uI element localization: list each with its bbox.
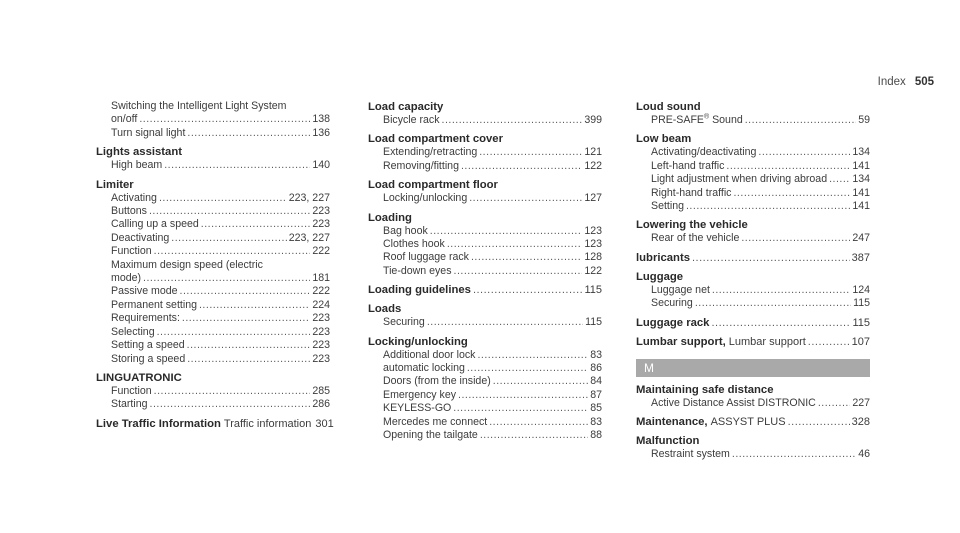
index-heading: Limiter xyxy=(96,178,134,191)
index-entry-lights-assistant xyxy=(96,145,330,172)
index-heading: Load capacity xyxy=(368,101,444,113)
page-ref: 223 xyxy=(312,325,330,338)
leader-dots xyxy=(454,265,583,278)
entry-text: Active Distance Assist DISTRONIC xyxy=(651,396,816,409)
index-subentry[interactable] xyxy=(96,312,330,325)
entry-text: Locking/unlocking xyxy=(383,192,468,205)
entry-text: Activating/deactivating xyxy=(651,146,757,159)
index-subentry[interactable] xyxy=(636,448,870,461)
leader-dots xyxy=(139,113,310,126)
page-ref: 115 xyxy=(585,316,602,329)
page-ref: 122 xyxy=(584,264,602,277)
page-ref: 222 xyxy=(312,285,330,298)
page-ref: 84 xyxy=(590,375,602,388)
index-subentry[interactable] xyxy=(636,187,870,200)
page-ref: 122 xyxy=(584,159,602,172)
entry-text: KEYLESS-GO xyxy=(383,402,452,415)
entry-text: Maximum design speed (electric xyxy=(111,258,263,271)
index-entry-loud-sound xyxy=(636,100,870,127)
index-heading: Locking/unlocking xyxy=(368,335,468,348)
index-subentry[interactable] xyxy=(368,375,602,388)
leader-dots xyxy=(745,114,856,127)
page-ref: 86 xyxy=(590,362,602,375)
index-subentry[interactable] xyxy=(368,389,602,402)
page-ref: 223 xyxy=(312,312,330,325)
index-heading: Loading guidelines xyxy=(368,284,471,297)
index-entry-luggage-rack[interactable] xyxy=(636,316,870,330)
page-ref: 83 xyxy=(590,348,602,361)
entry-text: Permanent setting xyxy=(111,298,197,311)
leader-dots xyxy=(686,200,850,213)
index-entry-load-capacity xyxy=(368,100,602,127)
index-heading: Luggage rack xyxy=(636,316,710,329)
index-entry-low-beam xyxy=(636,132,870,213)
entry-text: Function xyxy=(111,245,152,258)
index-subentry[interactable] xyxy=(96,159,330,172)
entry-text: Extending/retracting xyxy=(383,146,478,159)
entry-text: Roof luggage rack xyxy=(383,251,469,264)
page-ref: 87 xyxy=(590,388,602,401)
index-entry-malfunction xyxy=(636,434,870,461)
page-ref: 181 xyxy=(312,272,330,285)
leader-dots xyxy=(732,448,856,461)
leader-dots xyxy=(164,159,310,172)
entry-text: Starting xyxy=(111,398,148,411)
page-ref: 223 xyxy=(312,205,330,218)
leader-dots xyxy=(808,335,850,349)
page-ref: 107 xyxy=(851,335,870,348)
page-ref: 115 xyxy=(852,316,870,329)
leader-dots xyxy=(469,192,582,205)
index-subentry[interactable] xyxy=(636,146,870,159)
page-ref: 141 xyxy=(852,186,870,199)
leader-dots xyxy=(726,160,850,173)
index-entry-maintenance[interactable] xyxy=(636,415,870,429)
entry-text: Function xyxy=(111,384,152,397)
entry-text: Setting a speed xyxy=(111,339,185,352)
entry-text: Switching the Intelligent Light System xyxy=(111,100,287,112)
index-subentry[interactable] xyxy=(368,238,602,251)
page-ref: 286 xyxy=(312,398,330,411)
index-heading: Loading xyxy=(368,211,412,224)
page-ref: 222 xyxy=(312,245,330,258)
index-column-1 xyxy=(96,100,334,436)
index-subentry[interactable] xyxy=(368,402,602,415)
page-ref: 247 xyxy=(852,232,870,245)
index-heading: Load compartment floor xyxy=(368,179,498,192)
page-ref: 121 xyxy=(584,146,602,159)
index-subentry[interactable] xyxy=(96,398,330,411)
index-entry-maintaining xyxy=(636,383,870,410)
index-subentry[interactable] xyxy=(96,232,330,245)
leader-dots xyxy=(479,146,582,159)
leader-dots xyxy=(818,397,850,410)
entry-text: Calling up a speed xyxy=(111,218,199,231)
page-ref: 223 xyxy=(312,339,330,352)
index-subentry[interactable] xyxy=(96,192,330,205)
leader-dots xyxy=(154,245,311,258)
leader-dots xyxy=(493,375,588,388)
index-entry-switching xyxy=(96,100,330,140)
index-entry-lubricants[interactable] xyxy=(636,251,870,265)
leader-dots xyxy=(180,285,311,298)
index-heading: lubricants xyxy=(636,251,690,264)
leader-dots xyxy=(477,349,588,362)
entry-text: Passive mode xyxy=(111,285,178,298)
entry-text: Securing xyxy=(651,297,693,310)
leader-dots xyxy=(467,362,588,375)
index-heading: Lowering the vehicle xyxy=(636,219,748,232)
index-entry-lowering xyxy=(636,218,870,245)
leader-dots xyxy=(182,312,310,325)
entry-text: High beam xyxy=(111,159,163,172)
entry-text: Sound xyxy=(709,114,743,126)
page-header xyxy=(878,76,934,88)
leader-dots xyxy=(143,272,310,285)
leader-dots xyxy=(695,297,851,310)
entry-text: Mercedes me connect xyxy=(383,415,488,428)
index-subentry[interactable] xyxy=(636,200,870,213)
page-ref: 227 xyxy=(852,396,870,409)
entry-text: Storing a speed xyxy=(111,352,186,365)
leader-dots xyxy=(788,415,850,429)
index-heading: Loads xyxy=(368,303,402,316)
entry-text: Right-hand traffic xyxy=(651,186,732,199)
page-ref: 59 xyxy=(858,114,870,126)
page-ref: 115 xyxy=(584,284,602,297)
page-ref: 223 xyxy=(312,218,330,231)
entry-text: Traffic information xyxy=(223,417,312,430)
page-ref: 83 xyxy=(590,415,602,428)
entry-text: Clothes hook xyxy=(383,238,445,251)
leader-dots xyxy=(159,192,287,205)
index-entry-lumbar[interactable] xyxy=(636,335,870,349)
leader-dots xyxy=(461,160,582,173)
leader-dots xyxy=(201,218,311,231)
leader-dots xyxy=(187,127,310,140)
index-subentry[interactable] xyxy=(96,385,330,398)
leader-dots xyxy=(458,389,588,402)
page-ref: 136 xyxy=(312,126,330,139)
leader-dots xyxy=(712,284,850,297)
registered-mark: ® xyxy=(703,113,710,121)
page-ref: 134 xyxy=(852,146,870,159)
index-subentry[interactable] xyxy=(368,362,602,375)
entry-text: Emergency key xyxy=(383,388,457,401)
index-entry-loads xyxy=(368,302,602,329)
page-ref: 224 xyxy=(312,298,330,311)
entry-text: Luggage net xyxy=(651,283,710,296)
index-subentry[interactable] xyxy=(636,297,870,310)
page-ref: 88 xyxy=(590,429,602,442)
index-heading: Lights assistant xyxy=(96,146,183,159)
index-heading: Malfunction xyxy=(636,435,700,448)
index-entry-luggage xyxy=(636,270,870,311)
leader-dots xyxy=(430,225,583,238)
entry-text: Tie-down eyes xyxy=(383,264,452,277)
page-ref: 387 xyxy=(851,251,870,264)
index-subentry[interactable] xyxy=(368,192,602,205)
entry-text: Rear of the vehicle xyxy=(651,232,740,245)
index-heading: Maintaining safe distance xyxy=(636,383,774,396)
index-subentry[interactable] xyxy=(96,339,330,352)
index-subentry[interactable] xyxy=(96,127,330,140)
leader-dots xyxy=(758,146,850,159)
leader-dots xyxy=(473,283,583,297)
leader-dots xyxy=(442,114,583,127)
index-heading: Low beam xyxy=(636,133,692,146)
entry-text: Opening the tailgate xyxy=(383,429,478,442)
page-ref: 46 xyxy=(858,448,870,461)
index-subentry[interactable] xyxy=(636,114,870,127)
index-subentry[interactable] xyxy=(368,349,602,362)
leader-dots xyxy=(187,339,311,352)
page-ref: 134 xyxy=(852,173,870,186)
index-heading: LINGUATRONIC xyxy=(96,371,182,384)
entry-text: Selecting xyxy=(111,325,155,338)
page-ref: 140 xyxy=(312,159,330,172)
index-subentry[interactable] xyxy=(96,218,330,231)
index-heading: Lumbar support, xyxy=(636,335,726,348)
index-subentry[interactable] xyxy=(96,113,330,126)
page-ref: 123 xyxy=(584,238,602,251)
entry-text: Bicycle rack xyxy=(383,114,440,126)
index-heading: Load compartment cover xyxy=(368,133,503,146)
index-subentry[interactable] xyxy=(96,272,330,285)
page-ref: 223 xyxy=(312,352,330,365)
page-ref: 223, 227 xyxy=(288,191,330,204)
leader-dots xyxy=(711,316,850,330)
entry-text: Removing/fitting xyxy=(383,159,459,172)
index-subentry[interactable] xyxy=(636,173,870,186)
page-ref: 123 xyxy=(584,224,602,237)
page-ref: 127 xyxy=(584,192,602,205)
index-heading: Loud sound xyxy=(636,101,701,113)
page-ref: 138 xyxy=(312,113,330,126)
leader-dots xyxy=(692,251,850,265)
index-entry-live-traffic[interactable] xyxy=(96,417,334,431)
leader-dots xyxy=(157,326,311,339)
index-heading: Luggage xyxy=(636,270,684,283)
entry-text: Left-hand traffic xyxy=(651,159,725,172)
page-number: 505 xyxy=(914,76,934,88)
page-ref: 128 xyxy=(584,251,602,264)
letter-section-header: M xyxy=(636,359,870,377)
entry-text: Deactivating xyxy=(111,231,170,244)
entry-text: Turn signal light xyxy=(111,126,186,139)
entry-text: Buttons xyxy=(111,205,147,218)
entry-text: Light adjustment when driving abroad xyxy=(651,173,828,186)
leader-dots xyxy=(154,385,311,398)
page-ref: 124 xyxy=(852,283,870,296)
leader-dots xyxy=(171,232,286,245)
page-ref: 328 xyxy=(851,416,870,429)
index-subentry[interactable] xyxy=(96,353,330,366)
index-subentry[interactable] xyxy=(368,114,602,127)
entry-text: Securing xyxy=(383,316,425,329)
index-entry-limiter xyxy=(96,178,330,366)
entry-text: Activating xyxy=(111,191,157,204)
index-subentry[interactable] xyxy=(636,232,870,245)
index-subentry[interactable] xyxy=(636,397,870,410)
index-entry-loading xyxy=(368,211,602,279)
index-subentry[interactable] xyxy=(368,316,602,329)
entry-text: Lumbar support xyxy=(728,335,806,348)
page-ref: 141 xyxy=(852,159,870,172)
index-subentry[interactable] xyxy=(368,160,602,173)
index-heading: Maintenance, xyxy=(636,416,708,429)
page-ref: 399 xyxy=(584,114,602,126)
index-heading: Live Traffic Information xyxy=(96,417,221,430)
leader-dots xyxy=(150,398,311,411)
entry-text: ASSYST PLUS xyxy=(710,416,786,429)
entry-text: Requirements: xyxy=(111,312,180,325)
index-subentry[interactable] xyxy=(96,285,330,298)
entry-text: automatic locking xyxy=(383,362,465,375)
index-subentry[interactable] xyxy=(96,299,330,312)
index-entry-loading-guidelines[interactable] xyxy=(368,283,602,297)
entry-text: mode) xyxy=(111,272,142,285)
leader-dots xyxy=(187,353,310,366)
leader-dots xyxy=(480,429,588,442)
leader-dots xyxy=(199,299,310,312)
index-subentry[interactable] xyxy=(368,265,602,278)
leader-dots xyxy=(471,251,582,264)
entry-text: Additional door lock xyxy=(383,348,476,361)
leader-dots xyxy=(733,187,850,200)
leader-dots xyxy=(453,402,588,415)
entry-text: PRE-SAFE xyxy=(651,114,704,126)
leader-dots xyxy=(489,416,588,429)
index-subentry[interactable] xyxy=(368,225,602,238)
leader-dots xyxy=(741,232,850,245)
page-ref: 141 xyxy=(852,200,870,213)
index-subentry[interactable] xyxy=(368,251,602,264)
entry-text: Bag hook xyxy=(383,224,428,237)
page-ref: 115 xyxy=(853,297,870,310)
entry-text: Setting xyxy=(651,200,684,213)
index-entry-locking xyxy=(368,335,602,443)
index-column-2 xyxy=(368,100,602,448)
index-entry-load-floor xyxy=(368,178,602,205)
page-ref: 301 xyxy=(315,417,334,430)
page-ref: 285 xyxy=(312,384,330,397)
index-column-3 xyxy=(636,100,870,466)
leader-dots xyxy=(149,205,310,218)
index-subentry[interactable] xyxy=(368,429,602,442)
index-subentry[interactable] xyxy=(368,146,602,159)
entry-text: Restraint system xyxy=(651,448,730,461)
leader-dots xyxy=(427,316,583,329)
page-ref: 85 xyxy=(590,402,602,415)
index-subentry[interactable] xyxy=(96,326,330,339)
entry-text: on/off xyxy=(111,113,138,126)
index-entry-linguatronic xyxy=(96,371,330,412)
section-label: Index xyxy=(877,76,906,88)
index-subentry[interactable] xyxy=(368,416,602,429)
index-subentry[interactable] xyxy=(96,205,330,218)
index-subentry[interactable] xyxy=(96,245,330,258)
page-ref: 223, 227 xyxy=(288,231,330,244)
index-subentry[interactable] xyxy=(636,284,870,297)
entry-text: Doors (from the inside) xyxy=(383,375,491,388)
index-subentry[interactable] xyxy=(636,160,870,173)
index-entry-load-cover xyxy=(368,132,602,173)
leader-dots xyxy=(829,173,850,186)
leader-dots xyxy=(447,238,582,251)
